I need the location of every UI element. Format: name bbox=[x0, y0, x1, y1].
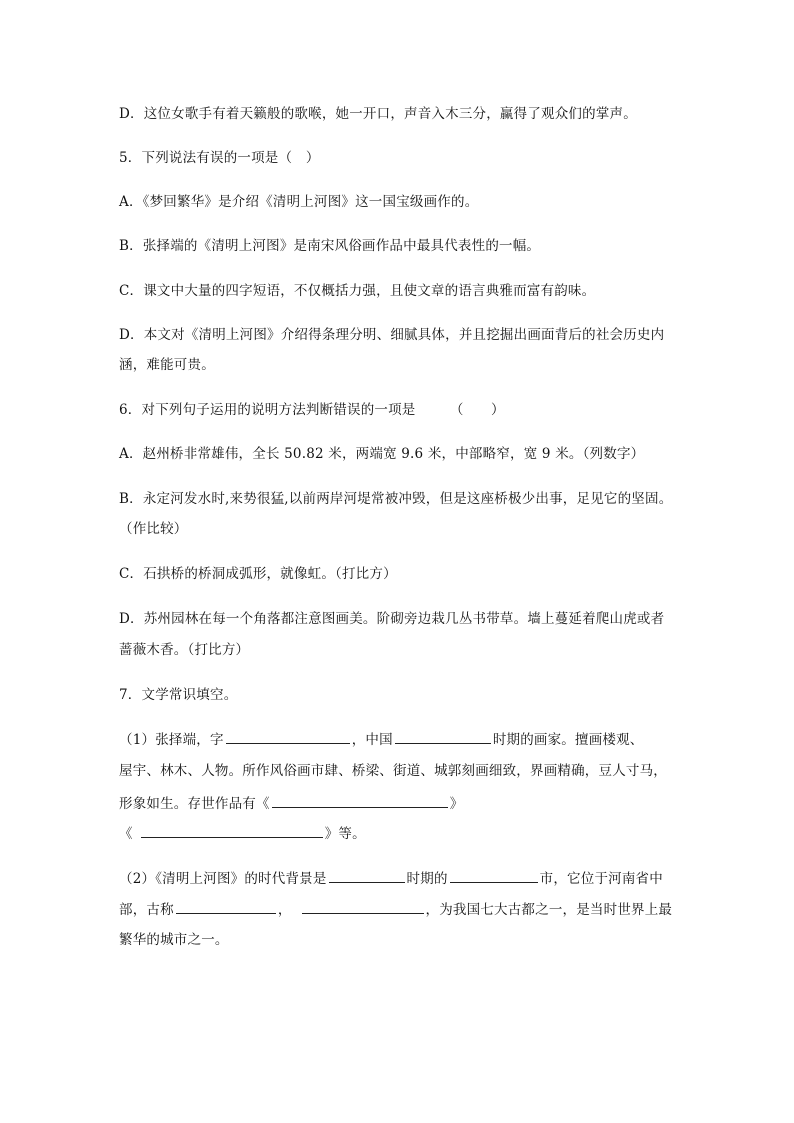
q6-option-b-line2: （作比较） bbox=[119, 521, 188, 537]
q7-part1-line2: 屋宇、林木、人物。所作风俗画市肆、桥梁、街道、城郭刻画细致，界画精确，豆人寸马， bbox=[119, 763, 667, 779]
blank-ancient-name-2[interactable] bbox=[302, 899, 424, 914]
q5-option-d-line2: 涵，难能可贵。 bbox=[119, 357, 215, 373]
blank-city[interactable] bbox=[450, 868, 538, 883]
q7-part1-line1 bbox=[119, 729, 644, 750]
q5-option-d-line1: D．本文对《清明上河图》介绍得条理分明、细腻具体，并且挖掘出画面背后的社会历史内 bbox=[119, 327, 665, 343]
q7-p1-text-4a: 《 bbox=[119, 826, 133, 842]
q7-part2-line1 bbox=[119, 868, 663, 889]
blank-ancient-name-1[interactable] bbox=[176, 899, 276, 914]
q7-p2-text-2c: ，为我国七大古都之一，是当时世界上最 bbox=[425, 902, 673, 918]
q6-stem: 6．对下列句子运用的说明方法判断错误的一项是 （ ） bbox=[119, 402, 505, 418]
q7-part1-line3 bbox=[119, 793, 463, 814]
q5-option-b: B．张择端的《清明上河图》是南宋风俗画作品中最具代表性的一幅。 bbox=[119, 238, 541, 254]
q7-p1-text-4b: 》等。 bbox=[324, 826, 366, 842]
q7-p2-text-c: 市，它位于河南省中 bbox=[539, 871, 663, 887]
blank-work-1[interactable] bbox=[272, 793, 448, 808]
q6-option-c: C．石拱桥的桥洞成弧形，就像虹。（打比方） bbox=[119, 566, 397, 582]
q7-stem: 7．文学常识填空。 bbox=[119, 687, 238, 703]
q7-p2-text-b: 时期的 bbox=[406, 871, 448, 887]
q7-p1-text-c: 时期的画家。擅画楼观、 bbox=[492, 732, 644, 748]
blank-work-2[interactable] bbox=[141, 823, 323, 838]
q6-option-d-line2: 蔷薇木香。（打比方） bbox=[119, 642, 250, 658]
q7-p1-text-3b: 》 bbox=[449, 796, 464, 812]
q5-stem: 5．下列说法有误的一项是（ ） bbox=[119, 150, 320, 166]
blank-courtesy-name[interactable] bbox=[226, 729, 350, 744]
q7-part1-line4 bbox=[119, 823, 366, 844]
q5-option-c: C．课文中大量的四字短语，不仅概括力强，且使文章的语言典雅而富有韵味。 bbox=[119, 283, 596, 299]
q7-p1-text-3a: 形象如生。存世作品有《 bbox=[119, 796, 270, 812]
blank-era[interactable] bbox=[329, 868, 405, 883]
q4-option-d: D．这位女歌手有着天籁般的歌喉，她一开口，声音入木三分，赢得了观众们的掌声。 bbox=[119, 106, 637, 122]
q7-p1-text-a: （1）张择端，字 bbox=[119, 732, 224, 748]
q7-p2-text-a: （2）《清明上河图》的时代背景是 bbox=[119, 871, 327, 887]
q7-p2-text-2a: 部，古称 bbox=[119, 902, 174, 918]
q5-option-a: A．《梦回繁华》是介绍《清明上河图》这一国宝级画作的。 bbox=[119, 194, 479, 210]
q6-option-b-line1: B．永定河发水时,来势很猛,以前两岸河堤常被冲毁，但是这座桥极少出事，足见它的坚固。 bbox=[119, 491, 673, 507]
q7-p1-text-b: ，中国 bbox=[351, 732, 393, 748]
q6-option-d-line1: D．苏州园林在每一个角落都注意图画美。阶砌旁边栽几丛书带草。墙上蔓延着爬山虎或者 bbox=[119, 611, 665, 627]
blank-dynasty[interactable] bbox=[395, 729, 491, 744]
q7-part2-line3: 繁华的城市之一。 bbox=[119, 932, 229, 948]
q7-part2-line2 bbox=[119, 899, 672, 920]
q6-option-a: A．赵州桥非常雄伟，全长 50.82 米，两端宽 9.6 米，中部略窄，宽 9 米。（列数字） bbox=[119, 446, 645, 462]
q7-p2-text-2b: ， bbox=[277, 902, 292, 918]
